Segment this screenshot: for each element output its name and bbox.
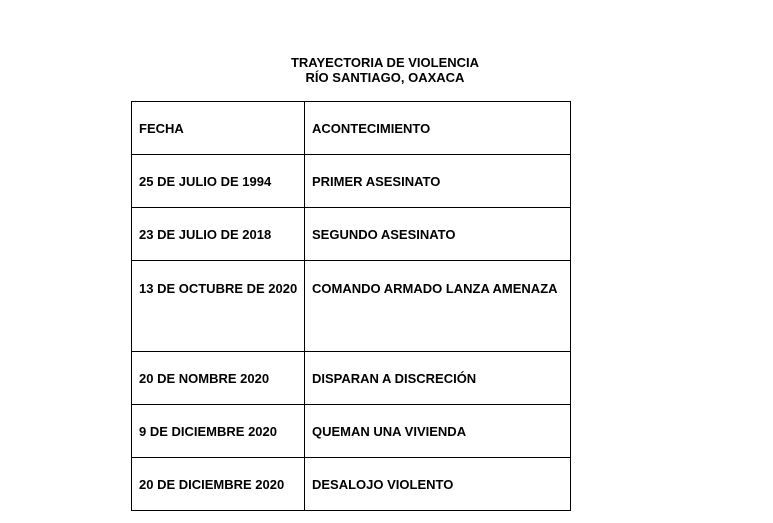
date-cell: 20 DE DICIEMBRE 2020 xyxy=(132,458,305,511)
table-row xyxy=(132,155,571,208)
event-cell: QUEMAN UNA VIVIENDA xyxy=(305,405,571,458)
date-cell: 20 DE NOMBRE 2020 xyxy=(132,352,305,405)
date-cell: 13 DE OCTUBRE DE 2020 xyxy=(132,261,305,352)
document-title: TRAYECTORIA DE VIOLENCIA xyxy=(290,55,480,70)
table-row xyxy=(132,261,571,352)
date-cell: 25 DE JULIO DE 1994 xyxy=(132,155,305,208)
table-row xyxy=(132,352,571,405)
document-subtitle: RÍO SANTIAGO, OAXACA xyxy=(305,70,465,85)
header-fecha: FECHA xyxy=(132,102,305,155)
date-cell: 23 DE JULIO DE 2018 xyxy=(132,208,305,261)
event-cell: DISPARAN A DISCRECIÓN xyxy=(305,352,571,405)
table-header-row xyxy=(132,102,571,155)
event-cell: PRIMER ASESINATO xyxy=(305,155,571,208)
date-cell: 9 DE DICIEMBRE 2020 xyxy=(132,405,305,458)
event-cell: SEGUNDO ASESINATO xyxy=(305,208,571,261)
table-row xyxy=(132,208,571,261)
table-row xyxy=(132,405,571,458)
event-cell: DESALOJO VIOLENTO xyxy=(305,458,571,511)
table-row xyxy=(132,458,571,511)
event-cell: COMANDO ARMADO LANZA AMENAZA xyxy=(305,261,571,352)
header-acontecimiento: ACONTECIMIENTO xyxy=(305,102,571,155)
violence-timeline-table xyxy=(131,101,571,511)
